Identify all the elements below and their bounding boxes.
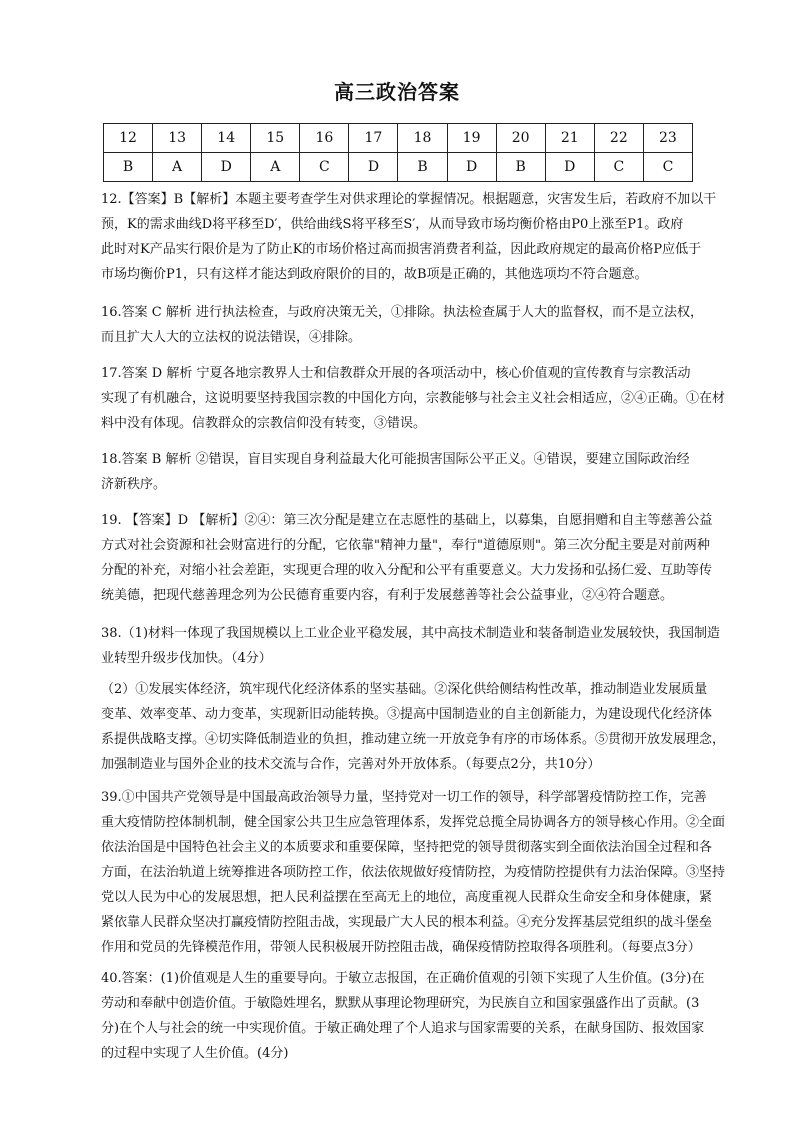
answer-cell: A [153, 153, 202, 182]
answer-explanation-q40 [101, 966, 731, 1066]
text-line: 系提供战略支撑。④切实降低制造业的负担，推动建立统一开放竞争有序的市场体系。⑤贯彻开放发展理念， [101, 732, 726, 747]
text-line: 预，K的需求曲线D将平移至D′，供给曲线S将平移至S′，从而导致市场均衡价格由P0上涨至P1。政府 [101, 217, 684, 232]
answer-cell: D [447, 153, 496, 182]
answer-explanation-q39 [101, 785, 731, 960]
text-line: 而且扩大人大的立法权的说法错误，④排除。 [101, 330, 362, 345]
text-line: 业转型升级步伐加快。（4分） [101, 651, 272, 666]
text-line: 作用和党员的先锋模范作用，带领人民积极展开防控阻击战，确保疫情防控取得各项胜利。（每要点3分） [101, 940, 701, 955]
text-line: （2）①发展实体经济，筑牢现代化经济体系的坚实基础。②深化供给侧结构性改革，推动制造业发展质量 [101, 682, 708, 697]
text-line: 40.答案：(1)价值观是人生的重要导向。于敏立志报国，在正确价值观的引领下实现了人生价值。(3分)在 [101, 971, 705, 986]
text-line: 16.答案 C 解析 进行执法检查，与政府决策无关，①排除。执法检查属于人大的监督权，而不是立法权， [101, 305, 704, 320]
question-number-cell: 22 [594, 124, 643, 153]
text-line: 实现了有机融合，这说明要坚持我国宗教的中国化方向，宗教能够与社会主义社会相适应，②④正确。①在材 [101, 391, 726, 406]
answer-table [103, 123, 693, 182]
answer-row [104, 153, 693, 182]
question-number-cell: 15 [251, 124, 300, 153]
text-line: 此时对K产品实行限价是为了防止K的市场价格过高而损害消费者利益，因此政府规定的最高价格P应低于 [101, 242, 702, 257]
question-number-row [104, 124, 693, 153]
answer-cell: B [496, 153, 545, 182]
text-line: 料中没有体现。信教群众的宗教信仰没有转变，③错误。 [101, 416, 427, 431]
answer-explanation-q19 [101, 508, 731, 608]
answer-cell: D [545, 153, 594, 182]
answer-cell: A [251, 153, 300, 182]
answer-explanation-q18 [101, 447, 731, 497]
question-number-cell: 17 [349, 124, 398, 153]
text-line: 方式对社会资源和社会财富进行的分配，它依靠"精神力量"，奉行"道德原则"。第三次分配主要是对前两种 [101, 538, 710, 553]
question-number-cell: 18 [398, 124, 447, 153]
text-line: 劳动和奉献中创造价值。于敏隐姓埋名，默默从事理论物理研究，为民族自立和国家强盛作出了贡献。(3 [101, 996, 700, 1011]
question-number-cell: 14 [202, 124, 251, 153]
text-line: 17.答案 D 解析 宁夏各地宗教界人士和信教群众开展的各项活动中，核心价值观的宣传教育与宗教活动 [101, 366, 691, 381]
question-number-cell: 16 [300, 124, 349, 153]
answer-cell: D [349, 153, 398, 182]
text-line: 济新秩序。 [101, 477, 167, 492]
text-line: 加强制造业与国外企业的技术交流与合作，完善对外开放体系。（每要点2分，共10分） [101, 757, 601, 772]
question-number-cell: 20 [496, 124, 545, 153]
text-line: 变革、效率变革、动力变革，实现新旧动能转换。③提高中国制造业的自主创新能力，为建设现代化经济体 [101, 707, 713, 722]
text-line: 紧依靠人民群众坚决打赢疫情防控阻击战，实现最广大人民的根本利益。④充分发挥基层党组织的战斗堡垒 [101, 915, 713, 930]
text-line: 统美德，把现代慈善理念列为公民德育重要内容，有利于发展慈善等社会公益事业，②④符合题意。 [101, 588, 674, 603]
answer-explanation-q38-part2 [101, 677, 731, 777]
answer-cell: B [398, 153, 447, 182]
text-line: 的过程中实现了人生价值。(4分) [101, 1046, 289, 1061]
answer-cell: C [594, 153, 643, 182]
text-line: 38.（1)材料一体现了我国规模以上工业企业平稳发展，其中高技术制造业和装备制造业发展较快，我国制造 [101, 626, 721, 641]
question-number-cell: 21 [545, 124, 594, 153]
text-line: 分配的补充，对缩小社会差距，实现更合理的收入分配和公平有重要意义。大力发扬和弘扬仁爱、互助等传 [101, 563, 713, 578]
text-line: 重大疫情防控体制机制，健全国家公共卫生应急管理体系，发挥党总揽全局协调各方的领导核心作用。②全面 [101, 815, 726, 830]
text-line: 方面，在法治轨道上统筹推进各项防控工作，依法依规做好疫情防控，为疫情防控提供有力法治保障。③坚持 [101, 865, 726, 880]
question-number-cell: 19 [447, 124, 496, 153]
answer-cell: B [104, 153, 153, 182]
text-line: 市场均衡价P1，只有这样才能达到政府限价的目的，故B项是正确的，其他选项均不符合题意。 [101, 267, 648, 282]
text-line: 19. 【答案】D 【解析】②④：第三次分配是建立在志愿性的基础上，以募集，自愿捐赠和自主等慈善公益 [101, 513, 713, 528]
answer-explanation-q38-part1 [101, 621, 731, 671]
answer-explanation-q12 [101, 187, 731, 287]
answer-cell: C [300, 153, 349, 182]
text-line: 12.【答案】B【解析】本题主要考查学生对供求理论的掌握情况。根据题意，灾害发生后，若政府不加以干 [101, 192, 717, 207]
question-number-cell: 13 [153, 124, 202, 153]
text-line: 18.答案 B 解析 ②错误，盲目实现自身利益最大化可能损害国际公平正义。④错误，要建立国际政治经 [101, 452, 690, 467]
answer-cell: C [643, 153, 692, 182]
answer-cell: D [202, 153, 251, 182]
text-line: 党以人民为中心的发展思想，把人民利益摆在至高无上的地位，高度重视人民群众生命安全和身体健康，紧 [101, 890, 713, 905]
question-number-cell: 12 [104, 124, 153, 153]
text-line: 39.①中国共产党领导是中国最高政治领导力量，坚持党对一切工作的领导，科学部署疫情防控工作，完善 [101, 790, 707, 805]
text-line: 依法治国是中国特色社会主义的本质要求和重要保障，坚持把党的领导贯彻落实到全面依法治国全过程和各 [101, 840, 713, 855]
text-line: 分)在个人与社会的统一中实现价值。于敏正确处理了个人追求与国家需要的关系，在献身国防、报效国家 [101, 1021, 705, 1036]
answer-explanation-q17 [101, 361, 731, 436]
answer-explanation-q16 [101, 300, 731, 350]
question-number-cell: 23 [643, 124, 692, 153]
page-title: 高三政治答案 [334, 80, 460, 104]
